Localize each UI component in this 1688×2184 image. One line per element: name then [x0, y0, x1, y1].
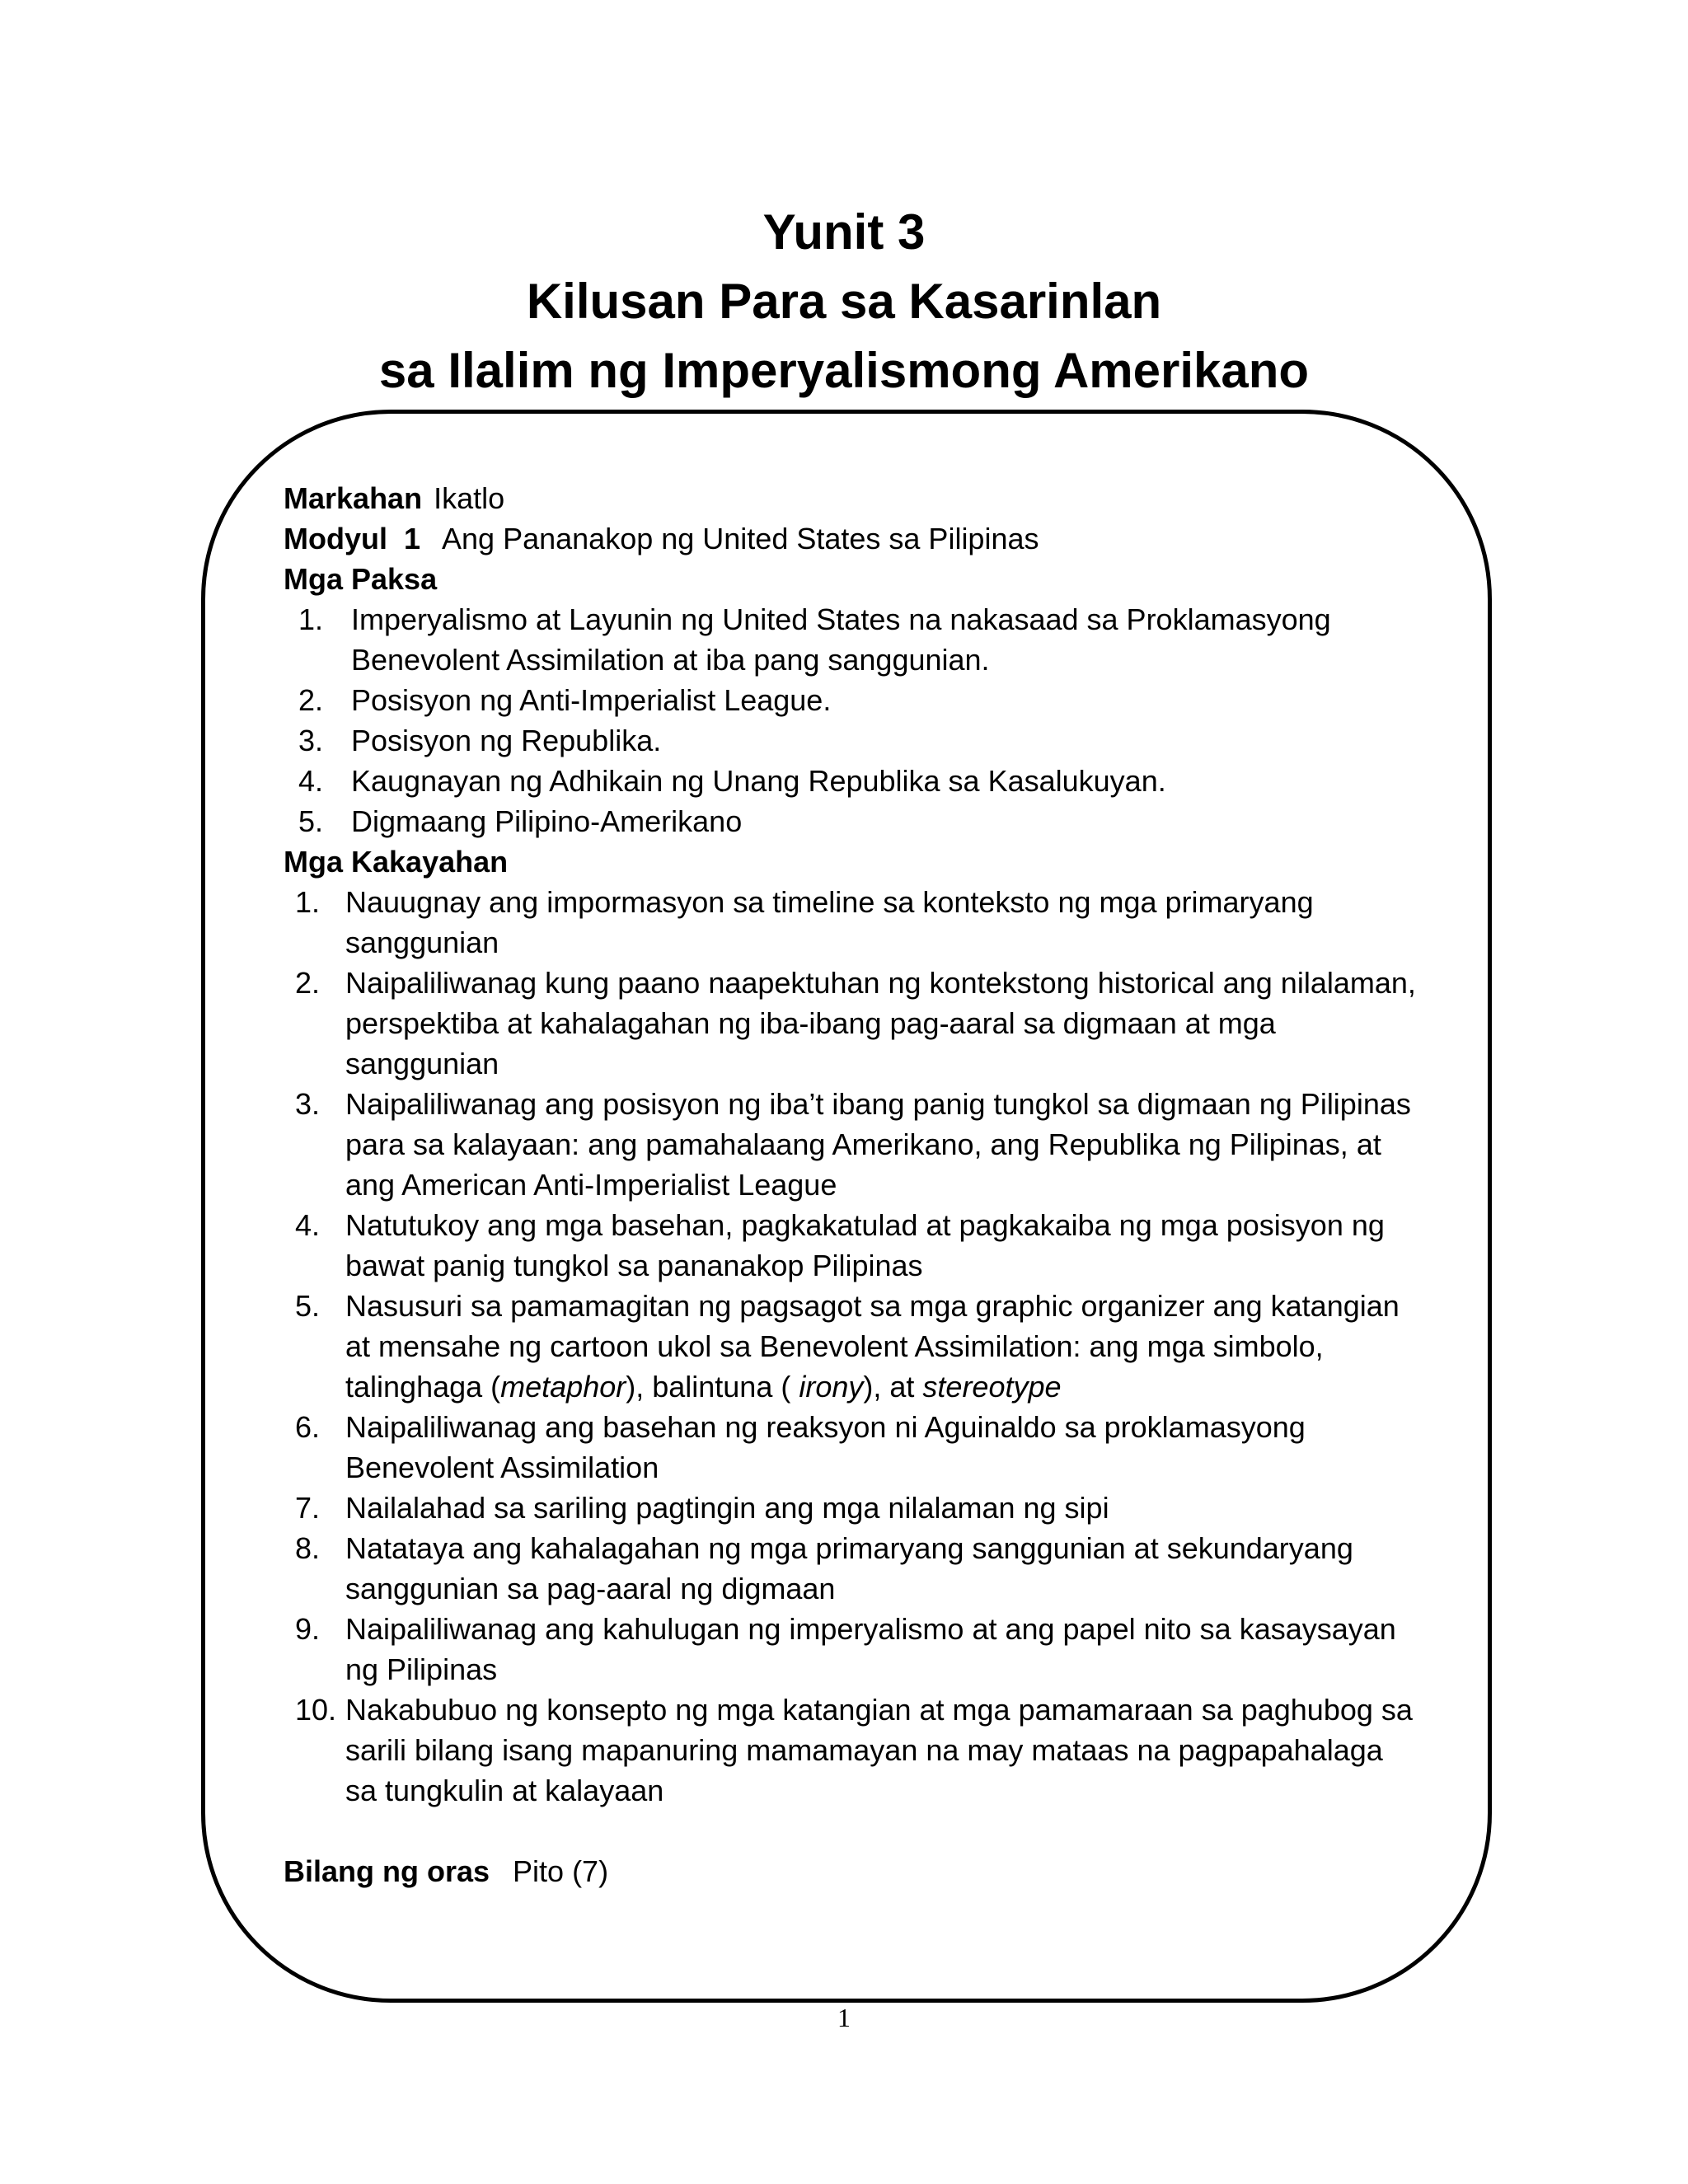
markahan-label: Markahan — [284, 481, 423, 515]
item-number: 5. — [295, 1289, 321, 1323]
term-stereotype: stereotype — [922, 1370, 1062, 1404]
item-text-part: ), balintuna ( — [626, 1370, 799, 1404]
list-item — [284, 1084, 1421, 1205]
item-number: 4. — [298, 764, 324, 798]
list-item — [284, 1609, 1421, 1690]
kakayahan-heading: Mga Kakayahan — [284, 845, 509, 879]
item-text: Nailalahad sa sariling pagtingin ang mga nilalaman ng sipi — [345, 1491, 1109, 1525]
item-text: Posisyon ng Anti-Imperialist League. — [351, 683, 832, 717]
list-item — [284, 761, 1421, 801]
modyul-label: Modyul 1 — [284, 522, 421, 555]
markahan-row — [284, 478, 1421, 518]
paksa-heading: Mga Paksa — [284, 562, 438, 596]
item-text: Naipaliliwanag ang posisyon ng iba’t ibang panig tungkol sa digmaan ng Pilipinas para sa kalayaan: ang pamahalaang Amerikano, ang Republika ng Pilipinas, at ang American Anti-Imperialist League — [345, 1087, 1411, 1202]
oras-label: Bilang ng oras — [284, 1854, 490, 1888]
item-text: Posisyon ng Republika. — [351, 724, 662, 757]
item-number: 1. — [298, 602, 324, 636]
item-number: 3. — [295, 1087, 321, 1121]
unit-title-line-2: Kilusan Para sa Kasarinlan — [526, 274, 1162, 329]
item-text-part: Nasusuri sa pamamagitan ng pagsagot sa mga graphic organizer ang katangian at mensahe ng cartoon ukol sa Benevolent Assimilation: ang mga simbolo, talinghaga ( — [345, 1289, 1400, 1404]
item-text-part: ), at — [863, 1370, 923, 1404]
paksa-list — [284, 599, 1421, 841]
item-number: 4. — [295, 1208, 321, 1242]
item-text: Natataya ang kahalagahan ng mga primaryang sanggunian at sekundaryang sanggunian sa pag-aaral ng digmaan — [345, 1531, 1353, 1605]
list-item — [284, 1286, 1421, 1407]
list-item — [284, 1205, 1421, 1286]
item-text: Nauugnay ang impormasyon sa timeline sa konteksto ng mga primaryang sanggunian — [345, 885, 1314, 959]
unit-title-line-1: Yunit 3 — [762, 204, 926, 260]
kakayahan-list — [284, 882, 1421, 1811]
item-text: Digmaang Pilipino-Amerikano — [351, 804, 743, 838]
list-item — [284, 1528, 1421, 1609]
list-item — [284, 1407, 1421, 1488]
list-item — [284, 963, 1421, 1084]
item-text: Naipaliliwanag ang kahulugan ng imperyalismo at ang papel nito sa kasaysayan ng Pilipinas — [345, 1612, 1396, 1686]
item-text — [345, 1289, 1400, 1404]
module-info — [284, 478, 1421, 1891]
item-number: 9. — [295, 1612, 321, 1646]
list-item — [284, 720, 1421, 761]
spacer — [284, 1811, 1421, 1851]
item-text: Naipaliliwanag ang basehan ng reaksyon ni Aguinaldo sa proklamasyong Benevolent Assimilation — [345, 1410, 1306, 1484]
list-item — [284, 882, 1421, 963]
item-number: 5. — [298, 804, 324, 838]
item-text: Naipaliliwanag kung paano naapektuhan ng kontekstong historical ang nilalaman, perspektiba at kahalagahan ng iba-ibang pag-aaral sa digmaan at mga sanggunian — [345, 966, 1416, 1080]
item-number: 1. — [295, 885, 321, 919]
term-metaphor: metaphor — [500, 1370, 626, 1404]
item-number: 7. — [295, 1491, 321, 1525]
item-text: Kaugnayan ng Adhikain ng Unang Republika sa Kasalukuyan. — [351, 764, 1166, 798]
list-item — [284, 1488, 1421, 1528]
modyul-value: Ang Pananakop ng United States sa Pilipinas — [442, 522, 1039, 555]
list-item — [284, 599, 1421, 680]
list-item — [284, 801, 1421, 841]
markahan-value: Ikatlo — [434, 481, 505, 515]
item-number: 2. — [298, 683, 324, 717]
list-item — [284, 1690, 1421, 1811]
term-irony: irony — [799, 1370, 864, 1404]
oras-value: Pito (7) — [513, 1854, 609, 1888]
item-text: Natutukoy ang mga basehan, pagkakatulad at pagkakaiba ng mga posisyon ng bawat panig tungkol sa pananakop Pilipinas — [345, 1208, 1385, 1282]
oras-row — [284, 1851, 1421, 1891]
item-text: Imperyalismo at Layunin ng United States na nakasaad sa Proklamasyong Benevolent Assimilation at iba pang sanggunian. — [351, 602, 1331, 677]
unit-title — [0, 198, 1688, 405]
list-item — [284, 680, 1421, 720]
item-number: 2. — [295, 966, 321, 1000]
item-number: 3. — [298, 724, 324, 757]
item-text: Nakabubuo ng konsepto ng mga katangian at mga pamamaraan sa paghubog sa sarili bilang isang mapanuring mamamayan na may mataas na pagpapahalaga sa tungkulin at kalayaan — [345, 1693, 1413, 1807]
page-number: 1 — [837, 2003, 851, 2032]
unit-title-line-3: sa Ilalim ng Imperyalismong Amerikano — [378, 343, 1310, 398]
item-number: 8. — [295, 1531, 321, 1565]
modyul-row — [284, 518, 1421, 559]
item-number: 6. — [295, 1410, 321, 1444]
item-number: 10. — [295, 1693, 337, 1727]
